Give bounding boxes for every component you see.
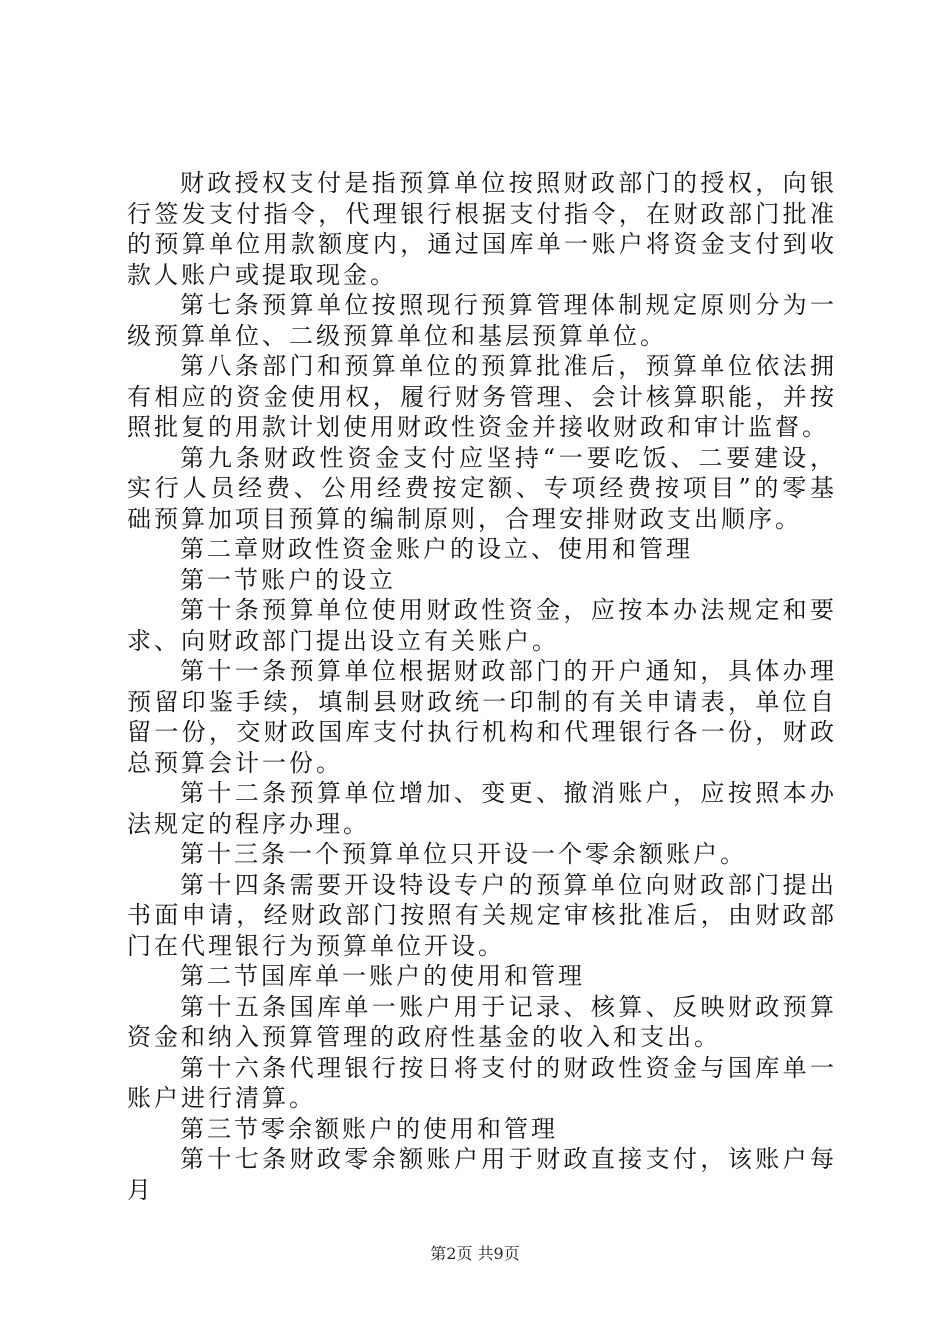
paragraph-article-8: 第八条部门和预算单位的预算批准后，预算单位依法拥有相应的资金使用权，履行财务管理、会计核算职能，并按照批复的用款计划使用财政性资金并接收财政和审计监督。 bbox=[127, 352, 837, 441]
paragraph-article-12: 第十二条预算单位增加、变更、撤消账户，应按照本办法规定的程序办理。 bbox=[127, 779, 837, 838]
paragraph-article-9: 第九条财政性资金支付应坚持“一要吃饭、二要建设，实行人员经费、公用经费按定额、专项经费按项目”的零基础预算加项目预算的编制原则，合理安排财政支出顺序。 bbox=[127, 443, 837, 533]
page-number: 第2页 共9页 bbox=[430, 1244, 520, 1263]
chapter-2-heading: 第二章财政性资金账户的设立、使用和管理 bbox=[180, 535, 693, 563]
paragraph-article-17: 第十七条财政零余额账户用于财政直接支付，该账户每月 bbox=[127, 1145, 837, 1204]
paragraph-article-16: 第十六条代理银行按日将支付的财政性资金与国库单一账户进行清算。 bbox=[127, 1053, 837, 1112]
section-1-heading: 第一节账户的设立 bbox=[180, 565, 396, 594]
section-2-heading: 第二节国库单一账户的使用和管理 bbox=[180, 962, 585, 990]
paragraph-article-10: 第十条预算单位使用财政性资金，应按本办法规定和要求、向财政部门提出设立有关账户。 bbox=[127, 596, 837, 655]
page-footer bbox=[0, 1244, 950, 1264]
section-3-heading: 第三节零余额账户的使用和管理 bbox=[180, 1114, 558, 1143]
document-body bbox=[127, 168, 837, 1205]
paragraph-article-15: 第十五条国库单一账户用于记录、核算、反映财政预算资金和纳入预算管理的政府性基金的收入和支出。 bbox=[127, 992, 837, 1051]
paragraph-article-13: 第十三条一个预算单位只开设一个零余额账户。 bbox=[180, 840, 747, 868]
paragraph-article-11: 第十一条预算单位根据财政部门的开户通知，具体办理预留印鉴手续，填制县财政统一印制的有关申请表，单位自留一份，交财政国库支付执行机构和代理银行各一份，财政总预算会计一份。 bbox=[127, 657, 837, 777]
paragraph-article-14: 第十四条需要开设特设专户的预算单位向财政部门提出书面申请，经财政部门按照有关规定审核批准后，由财政部门在代理银行为预算单位开设。 bbox=[127, 870, 837, 960]
paragraph-article-7: 第七条预算单位按照现行预算管理体制规定原则分为一级预算单位、二级预算单位和基层预算单位。 bbox=[127, 291, 837, 350]
paragraph-authorized-payment: 财政授权支付是指预算单位按照财政部门的授权，向银行签发支付指令，代理银行根据支付指令，在财政部门批准的预算单位用款额度内，通过国库单一账户将资金支付到收款人账户或提取现金。 bbox=[127, 169, 837, 289]
